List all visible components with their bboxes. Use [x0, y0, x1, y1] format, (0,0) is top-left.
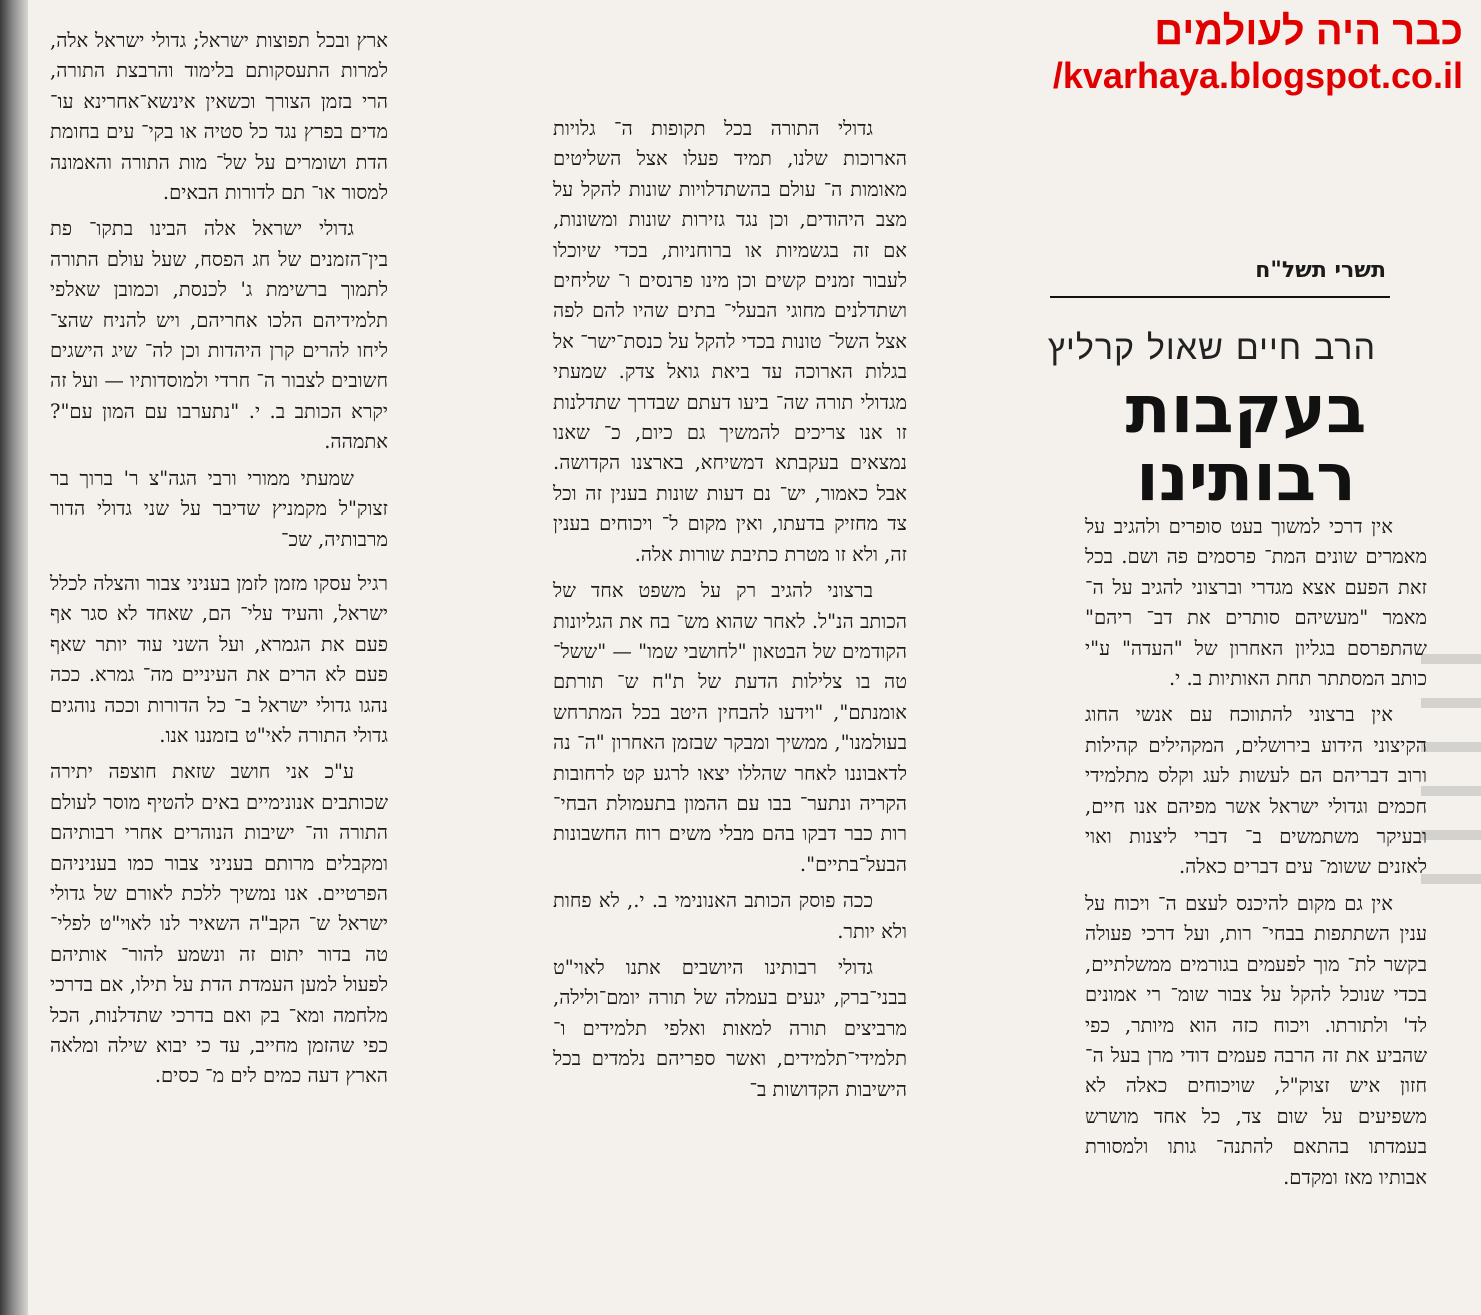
page-binding-shadow: [0, 0, 28, 1315]
header-divider: [1050, 296, 1390, 298]
paragraph: ברצוני להגיב רק על משפט אחד של הכותב הנ"ל. לאחר שהוא מש־ בח את הגליונות הקודמים של הבטאון "לחושבי שמו" — "ששל־ טה בו צלילות הדעת של ת"ח ש־ תורתם אומנתם", "וידעו להבחין היטב בכל המתרחש בעולמנו", ממשיך ומבקר שבזמן האחרון "ה־ נה לדאבוננו לאחר שהללו יצאו לרגע קט לרחובות הקריה ונתער־ בבו עם ההמון בתעמולת הבחי־ רות כבר דבקו בהם מבלי משים רוח החשבונות הבעל־בתיים".: [553, 579, 907, 876]
paragraph: אין דרכי למשוך בעט סופרים ולהגיב על מאמרים שונים המת־ פרסמים פה ושם. בכל זאת הפעם אצא מגדרי וברצוני להגיב על ה־ מאמר "מעשיהם סותרים את דב־ ריהם" שהתפרסם בגליון האחרון של "העדה" ע"י כותב המסתתר תחת האותיות ב. י.: [1085, 515, 1427, 691]
watermark-hebrew: כבר היה לעולמים: [1154, 9, 1463, 53]
title-line-1: בעקבות: [1125, 371, 1367, 448]
paragraph: רגיל עסקו מזמן לזמן בעניני צבור והצלה לכלל ישראל, והעיד עלי־ הם, שאחד לא סגר אף פעם את הגמרא, ועל השני עוד יותר שאף פעם לא הרים את העיניים מה־ גמרא. ככה נהגו גדולי ישראל ב־ כל הדורות וככה נוהגים גדולי התורה לאי"ט בזמננו אנו.: [50, 571, 388, 747]
paragraph: אין ברצוני להתווכח עם אנשי החוג הקיצוני הידוע בירושלים, המקהילים קהילות ורוב דבריהם הם לעשות לעג וקלס מתלמידי חכמים וגדולי ישראל אשר מפיהם אנו חיים, ובעיקר משתמשים ב־ דברי ליצנות ואוי לאזנים ששומ־ עים דברים כאלה.: [1085, 703, 1427, 879]
paragraph: גדולי התורה בכל תקופות ה־ גלויות הארוכות שלנו, תמיד פעלו אצל השליטים מאומות ה־ עולם בהשתדלויות שונות להקל על מצב היהודים, וכן נגד גזירות שונות ומשונות, אם זה בגשמיות או ברוחניות, בכדי שיוכלו לעבור זמנים קשים וכן מינו פרנסים ו־ שליחים ושתדלנים מחוגי הבעלי־ בתים שהיו להם לפה אצל השל־ טונות בכדי להקל על כנסת־ישר־ אל בגלות הארוכה עד ביאת גואל צדק. שמעתי מגדולי תורה שה־ ביעו דעתם שבדרך שתדלנות זו אנו צריכים להמשיך גם כיום, כ־ שאנו נמצאים בעקבתא דמשיחא, בארצנו הקדושה. אבל כאמור, יש־ נם דעות שונות בענין זה וכל צד מחזיק בדעתו, ואין מקום ל־ ויכוחים בענין זה, ולא זו מטרת כתיבת שורות אלה.: [553, 117, 907, 566]
paragraph: ככה פוסק הכותב האנונימי ב. י., לא פחות ולא יותר.: [553, 889, 907, 943]
watermark: [1053, 8, 1463, 98]
text-column-right: [1085, 512, 1427, 1199]
paragraph: ארץ ובכל תפוצות ישראל; גדולי ישראל אלה, למרות התעסקותם בלימוד והרבצת התורה, הרי בזמן הצורך וכשאין אינשא־אחרינא עו־ מדים בפרץ נגד כל סטיה או בקי־ עים בחומת הדת ושומרים על של־ מות התורה והאמונה למסור או־ תם לדורות הבאים.: [50, 29, 388, 205]
title-line-2: רבותינו: [1136, 439, 1356, 516]
paragraph: אין גם מקום להיכנס לעצם ה־ ויכוח על ענין השתתפות בבחי־ רות, ועל דרכי פעולה בקשר לת־ מוך לפעמים בגורמים ממשלתיים, בכדי שנוכל להקל על צבור שומ־ רי אמונים לד' ולתורתו. ויכוח כזה הוא מיותר, כפי שהביע את זה הרבה פעמים דודי מרן בעל ה־ חזון איש זצוק"ל, שויכוחים כאלה לא משפיעים על שום צד, כל אחד מושרש בעמדתו בהתאם להתנה־ גותו ולמסורת אבותיו מאז ומקדם.: [1085, 891, 1427, 1189]
paragraph: גדולי רבותינו היושבים אתנו לאוי"ט בבני־ברק, יגעים בעמלה של תורה יומם־ולילה, מרביצים תורה למאות ואלפי תלמידים ו־ תלמידי־תלמידים, ואשר ספריהם נלמדים בכל הישיבות הקדושות ב־: [553, 955, 907, 1101]
issue-date: תשרי תשל"ח: [1255, 258, 1386, 283]
bleed-through-text: [1421, 620, 1481, 1040]
paragraph: ע"כ אני חושב שזאת חוצפה יתירה שכותבים אנונימיים באים להטיף מוסר לעולם התורה וה־ ישיבות הנוהרים אחרי רבותיהם ומקבלים מרותם בעניני צבור כמו בעניניהם הפרטיים. אנו נמשיך ללכת לאורם של גדולי ישראל ש־ הקב"ה השאיר לנו לאוי"ט לפלי־ טה בדור יתום זה ונשמע להור־ אותיהם לפעול למען העמדת הדת על תילו, אם בדרכי מלחמה ומא־ בק ואם בדרכי שתדלנות, הכל כפי שהזמן מחייב, עד כי יבוא שילה ומלאה הארץ דעה כמים לים מ־ כסים.: [50, 760, 388, 1088]
paragraph: גדולי ישראל אלה הבינו בתקו־ פת בין־הזמנים של חג הפסח, שעל עולם התורה לתמוך ברשימת ג' לכנסת, וכמובן שאלפי תלמידיהם הלכו אחריהם, ויש להניח שהצ־ ליחו להרים קרן היהדות וכן לה־ שיג הישגים חשובים לצבור ה־ חרדי ולמוסדותיו — ועל זה יקרא הכותב ב. י. "נתערבו עם המון עם"? אתמהה.: [50, 217, 388, 454]
watermark-url: /kvarhaya.blogspot.co.il: [1052, 55, 1463, 97]
paragraph: שמעתי ממורי ורבי הגה"צ ר' ברוך בר זצוק"ל מקמניץ שדיבר על שני גדולי הדור מרבותיה, שכ־: [50, 466, 388, 551]
article-title: [1111, 371, 1381, 516]
text-column-middle: [553, 114, 907, 1111]
text-column-left: [50, 26, 388, 1098]
article-author: הרב חיים שאול קרליץ: [1047, 328, 1376, 368]
